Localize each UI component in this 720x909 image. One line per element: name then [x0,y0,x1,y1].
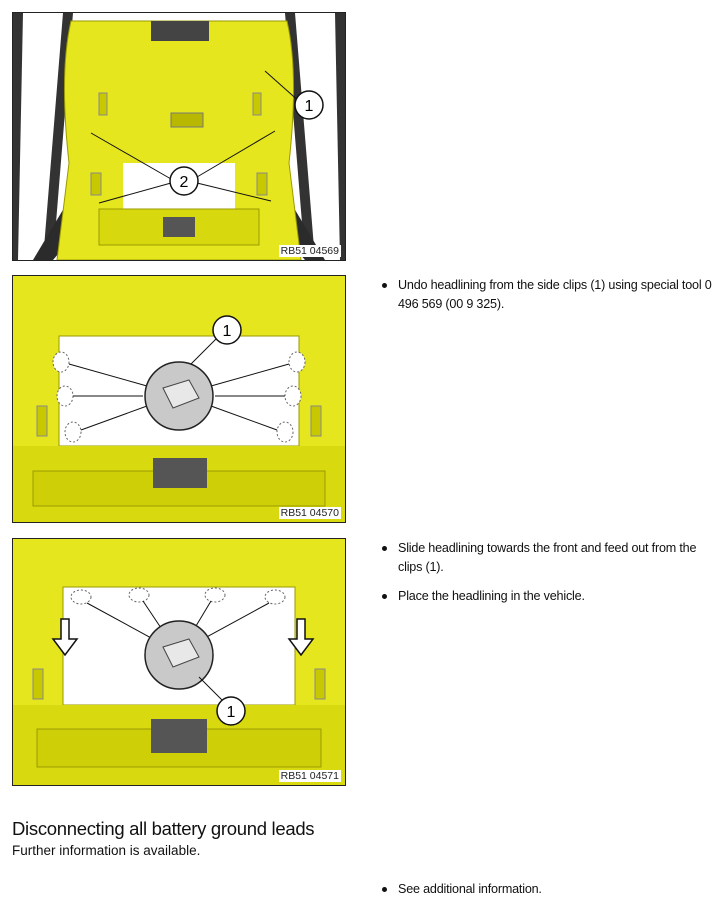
instruction-step [380,539,712,577]
step-text: Place the headlining in the vehicle. [398,589,585,603]
side-clips-illustration [13,276,345,522]
instruction-list-2 [380,539,712,616]
figure-headlining-overview [12,12,346,261]
callout-2: 2 [179,174,189,191]
figure-caption: RB51 04570 [280,507,339,519]
step-text: See additional information. [398,882,542,896]
instruction-step [380,587,712,606]
callout-1: 1 [304,98,314,115]
figure-caption: RB51 04571 [280,770,339,782]
section-heading: Disconnecting all battery ground leads [12,818,315,839]
front-clips-illustration [13,539,345,785]
step-text: Undo headlining from the side clips (1) using special tool [398,278,705,292]
instruction-step [380,880,712,899]
callout-1: 1 [222,323,232,340]
figure-caption: RB51 04569 [280,245,339,257]
instruction-list-1 [380,276,712,324]
section-note: Further information is available. [12,843,201,858]
instruction-list-3 [380,880,712,909]
figure-side-clips [12,275,346,523]
callout-1: 1 [226,704,236,721]
special-tool-number: 0 496 569 (00 9 325). [398,278,712,311]
step-text: Slide headlining towards the front and feed out from the clips (1). [398,541,697,574]
instruction-step [380,276,712,314]
headlining-overview-illustration [13,13,345,260]
figure-front-clips [12,538,346,786]
